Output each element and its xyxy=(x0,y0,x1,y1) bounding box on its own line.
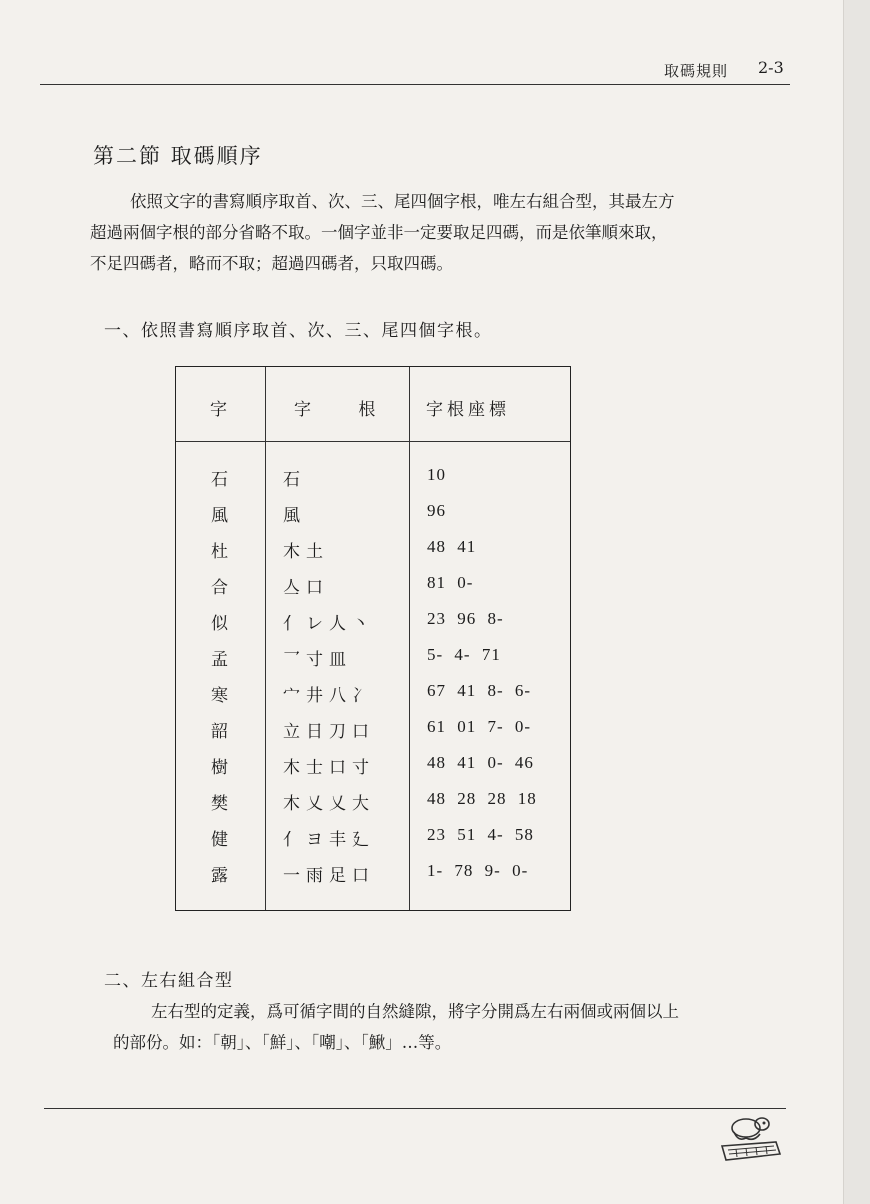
cell-coords: 48 28 28 18 xyxy=(427,789,537,808)
table-row xyxy=(176,717,570,753)
cell-char: 孟 xyxy=(211,650,228,670)
table-row xyxy=(176,753,570,789)
cell-char: 露 xyxy=(211,866,228,886)
table-row xyxy=(176,681,570,717)
table-row xyxy=(176,825,570,861)
cell-char: 寒 xyxy=(211,686,228,706)
cell-roots: 風 xyxy=(283,506,306,526)
typing-mascot-icon xyxy=(716,1112,784,1166)
cell-coords: 67 41 8- 6- xyxy=(427,681,532,700)
root-coordinate-table xyxy=(175,366,571,911)
cell-char: 似 xyxy=(211,614,228,634)
cell-coords: 61 01 7- 0- xyxy=(427,717,532,736)
cell-roots: 一雨足口 xyxy=(283,866,375,886)
cell-coords: 96 xyxy=(427,501,446,520)
cell-coords: 48 41 0- 46 xyxy=(427,753,534,772)
table-row xyxy=(176,537,570,573)
table-row xyxy=(176,573,570,609)
cell-coords: 10 xyxy=(427,465,446,484)
intro-line: 不足四碼者，略而不取；超過四碼者，只取四碼。 xyxy=(90,254,453,273)
cell-roots: 木土 xyxy=(283,542,329,562)
cell-roots: 亻ヨ丰廴 xyxy=(283,830,375,850)
table-row xyxy=(176,645,570,681)
cell-char: 杜 xyxy=(211,542,228,562)
cell-coords: 5- 4- 71 xyxy=(427,645,501,664)
cell-char: 合 xyxy=(211,578,228,598)
header-coords: 字根座標 xyxy=(426,400,510,420)
cell-roots: 宀井八冫 xyxy=(283,686,375,706)
table-header-rule xyxy=(176,441,570,442)
footer-rule xyxy=(44,1108,786,1109)
cell-coords: 1- 78 9- 0- xyxy=(427,861,529,880)
intro-paragraph xyxy=(90,186,730,279)
intro-line: 依照文字的書寫順序取首、次、三、尾四個字根，唯左右組合型，其最左方 xyxy=(130,192,675,211)
cell-char: 風 xyxy=(211,506,228,526)
cell-roots: 木乂乂大 xyxy=(283,794,375,814)
intro-line: 超過兩個字根的部分省略不取。一個字並非一定要取足四碼，而是依筆順來取， xyxy=(90,223,668,242)
table-row xyxy=(176,465,570,501)
cell-coords: 23 51 4- 58 xyxy=(427,825,534,844)
table-row xyxy=(176,789,570,825)
cell-roots: 石 xyxy=(283,470,306,490)
subsection-heading-2: 二、左右組合型 xyxy=(104,971,234,991)
left-right-paragraph xyxy=(113,996,753,1058)
cell-char: 樹 xyxy=(211,758,228,778)
cell-coords: 81 0- xyxy=(427,573,474,592)
cell-coords: 23 96 8- xyxy=(427,609,504,628)
table-row xyxy=(176,861,570,897)
page-edge xyxy=(843,0,870,1204)
cell-char: 健 xyxy=(211,830,228,850)
cell-roots: 亻レ人丶 xyxy=(283,614,375,634)
cell-char: 石 xyxy=(211,470,228,490)
header-char: 字 xyxy=(210,400,228,420)
header-roots: 字 根 xyxy=(294,400,377,420)
subsection-heading-1: 一、依照書寫順序取首、次、三、尾四個字根。 xyxy=(104,321,493,341)
header-rule xyxy=(40,84,790,85)
cell-roots: 亼口 xyxy=(283,578,329,598)
cell-char: 韶 xyxy=(211,722,228,742)
cell-roots: 乛寸皿 xyxy=(283,650,352,670)
running-header-title: 取碼規則 xyxy=(664,62,729,80)
section-title: 第二節 取碼順序 xyxy=(93,144,263,168)
table-row xyxy=(176,609,570,645)
cell-roots: 木士口寸 xyxy=(283,758,375,778)
body-line: 的部份。如：「朝」、「鮮」、「嘲」、「鰍」…等。 xyxy=(113,1033,452,1052)
cell-char: 樊 xyxy=(211,794,228,814)
table-row xyxy=(176,501,570,537)
cell-coords: 48 41 xyxy=(427,537,477,556)
body-line: 左右型的定義，爲可循字間的自然縫隙，將字分開爲左右兩個或兩個以上 xyxy=(151,1002,679,1021)
page-number: 2-3 xyxy=(758,58,784,77)
cell-roots: 立日刀口 xyxy=(283,722,375,742)
